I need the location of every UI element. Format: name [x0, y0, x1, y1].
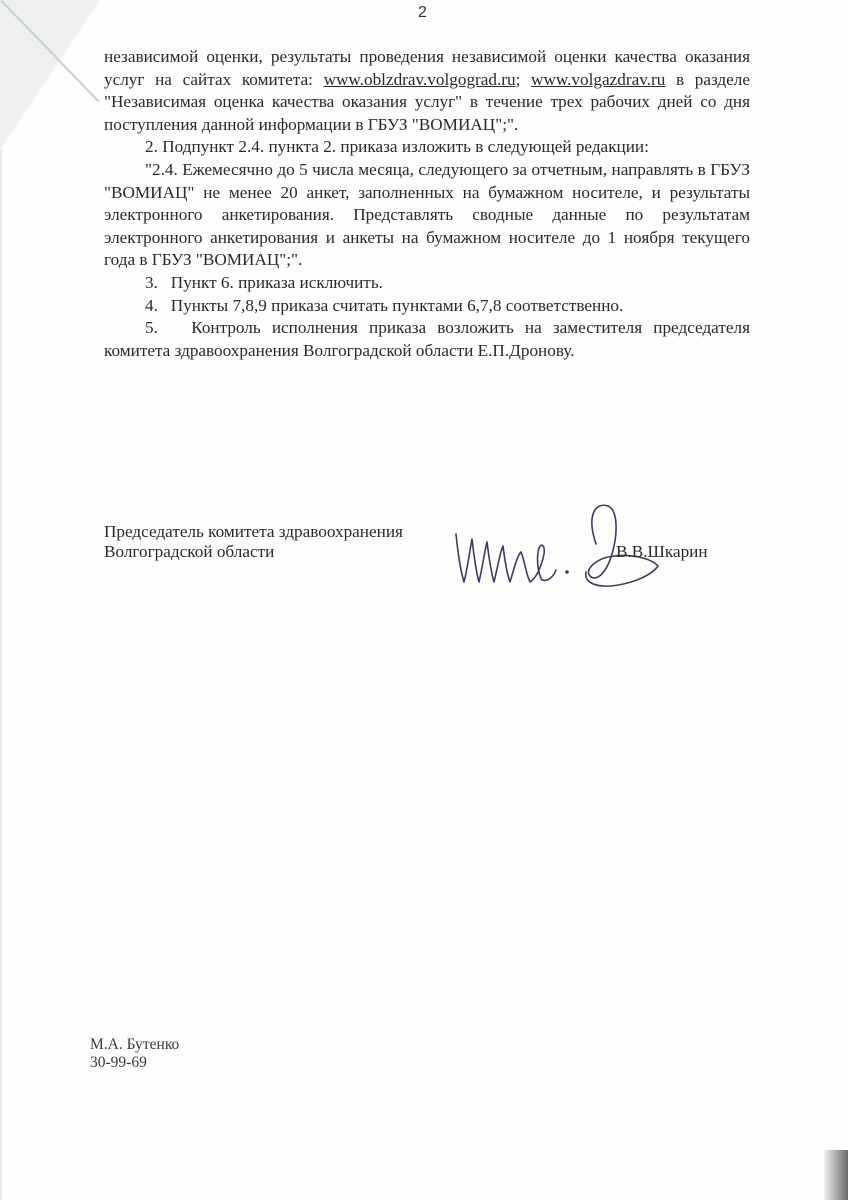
order-text	[104, 46, 750, 362]
paragraph-item-3: 3. Пункт 6. приказа исключить.	[145, 272, 383, 292]
executor-name: М.А. Бутенко	[90, 1036, 180, 1053]
page-number: 2	[418, 4, 427, 21]
executor-phone: 30-99-69	[90, 1054, 147, 1071]
position-line-2: Волгоградской области	[104, 542, 275, 561]
folded-corner	[0, 0, 100, 150]
signatory-position	[104, 522, 403, 562]
position-line-1: Председатель комитета здравоохранения	[104, 522, 403, 541]
paragraph-subitem-2-4: "2.4. Ежемесячно до 5 числа месяца, следующего за отчетным, направлять в ГБУЗ "ВОМИАЦ" не менее 20 анкет, заполненных на бумажном носителе, и результаты электронного анкетирования. Представлять сводные данные по результатам электронного анкетирования и анкеты на бумажном носителе до 1 ноября текущего года в ГБУЗ "ВОМИАЦ";".	[104, 159, 750, 270]
paragraph-item-2: 2. Подпункт 2.4. пункта 2. приказа изложить в следующей редакции:	[145, 137, 649, 157]
paragraph-evaluation-results	[104, 46, 750, 136]
signatory-name: В.В.Шкарин	[616, 542, 708, 561]
executor-info	[90, 1036, 179, 1072]
paragraph-text: независимой оценки, результаты проведения независимой оценки качества оказания услуг на сайтах комитета:	[104, 47, 750, 89]
paragraph-text: в разделе "Независимая оценка качества оказания услуг" в течение трех рабочих дней со дня поступления данной информации в ГБУЗ "ВОМИАЦ";".	[104, 69, 751, 134]
scan-left-edge	[0, 150, 2, 1200]
paragraph-item-5: 5. Контроль исполнения приказа возложить на заместителя председателя комитета здравоохранения Волгоградской области Е.П.Дронову.	[104, 318, 750, 360]
link-oblzdrav[interactable]: www.oblzdrav.volgograd.ru;	[323, 69, 521, 89]
paragraph-item-4: 4. Пункты 7,8,9 приказа считать пунктами 6,7,8 соответственно.	[145, 295, 624, 315]
link-volgazdrav[interactable]: www.volgazdrav.ru	[531, 69, 666, 89]
scan-bottom-shadow	[824, 1150, 848, 1200]
